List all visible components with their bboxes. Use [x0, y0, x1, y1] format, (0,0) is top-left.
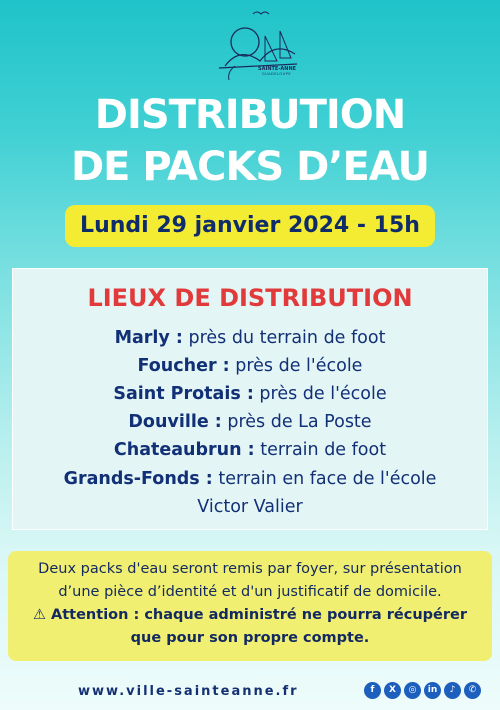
place-detail: terrain de foot — [254, 440, 387, 460]
place-name: Foucher : — [137, 356, 230, 376]
place-row — [0, 384, 500, 404]
warning-icon: ⚠ — [32, 607, 46, 623]
notice-line-1: Deux packs d'eau seront remis par foyer, sur présentation — [38, 561, 462, 577]
logo-subtext: GUADELOUPE — [262, 72, 292, 76]
places-title: LIEUX DE DISTRIBUTION — [87, 284, 413, 312]
linkedin-icon[interactable]: in — [424, 682, 441, 699]
tiktok-icon[interactable]: ♪ — [444, 682, 461, 699]
place-row — [0, 328, 500, 348]
place-name: Chateaubrun : — [113, 440, 255, 460]
notice-line-3-text: Attention : chaque administré ne pourra récupérer — [45, 607, 468, 623]
place-name: Saint Protais : — [113, 384, 254, 404]
place-row — [0, 440, 500, 460]
title-line-2: DE PACKS D’EAU — [70, 144, 430, 190]
place-row — [0, 412, 500, 432]
place-name: Grands-Fonds : — [63, 469, 213, 489]
place-row — [0, 469, 500, 489]
notice-line-3 — [0, 607, 500, 623]
place-name: Douville : — [128, 412, 222, 432]
social-icons — [364, 682, 481, 700]
place-row — [0, 356, 500, 376]
logo-text: SAINTE-ANNE — [258, 66, 297, 72]
place-detail: près de La Poste — [221, 412, 372, 432]
facebook-icon[interactable]: f — [364, 682, 381, 699]
place-detail: terrain en face de l'école — [212, 469, 437, 489]
notice-line-2: d’une pièce d’identité et d'un justificatif de domicile. — [58, 584, 442, 600]
title-line-1: DISTRIBUTION — [94, 92, 406, 138]
place-detail: près du terrain de foot — [182, 328, 386, 348]
x-icon[interactable]: X — [384, 682, 401, 699]
place-name: Marly : — [114, 328, 183, 348]
place-detail: près de l'école — [253, 384, 387, 404]
notice-line-4: que pour son propre compte. — [130, 630, 370, 646]
website-link[interactable]: www.ville-sainteanne.fr — [78, 684, 299, 699]
place-detail: près de l'école — [229, 356, 363, 376]
instagram-icon[interactable]: ◎ — [404, 682, 421, 699]
place-extra: Victor Valier — [197, 497, 303, 517]
date-badge: Lundi 29 janvier 2024 - 15h — [65, 205, 435, 247]
whatsapp-icon[interactable]: ✆ — [464, 682, 481, 699]
